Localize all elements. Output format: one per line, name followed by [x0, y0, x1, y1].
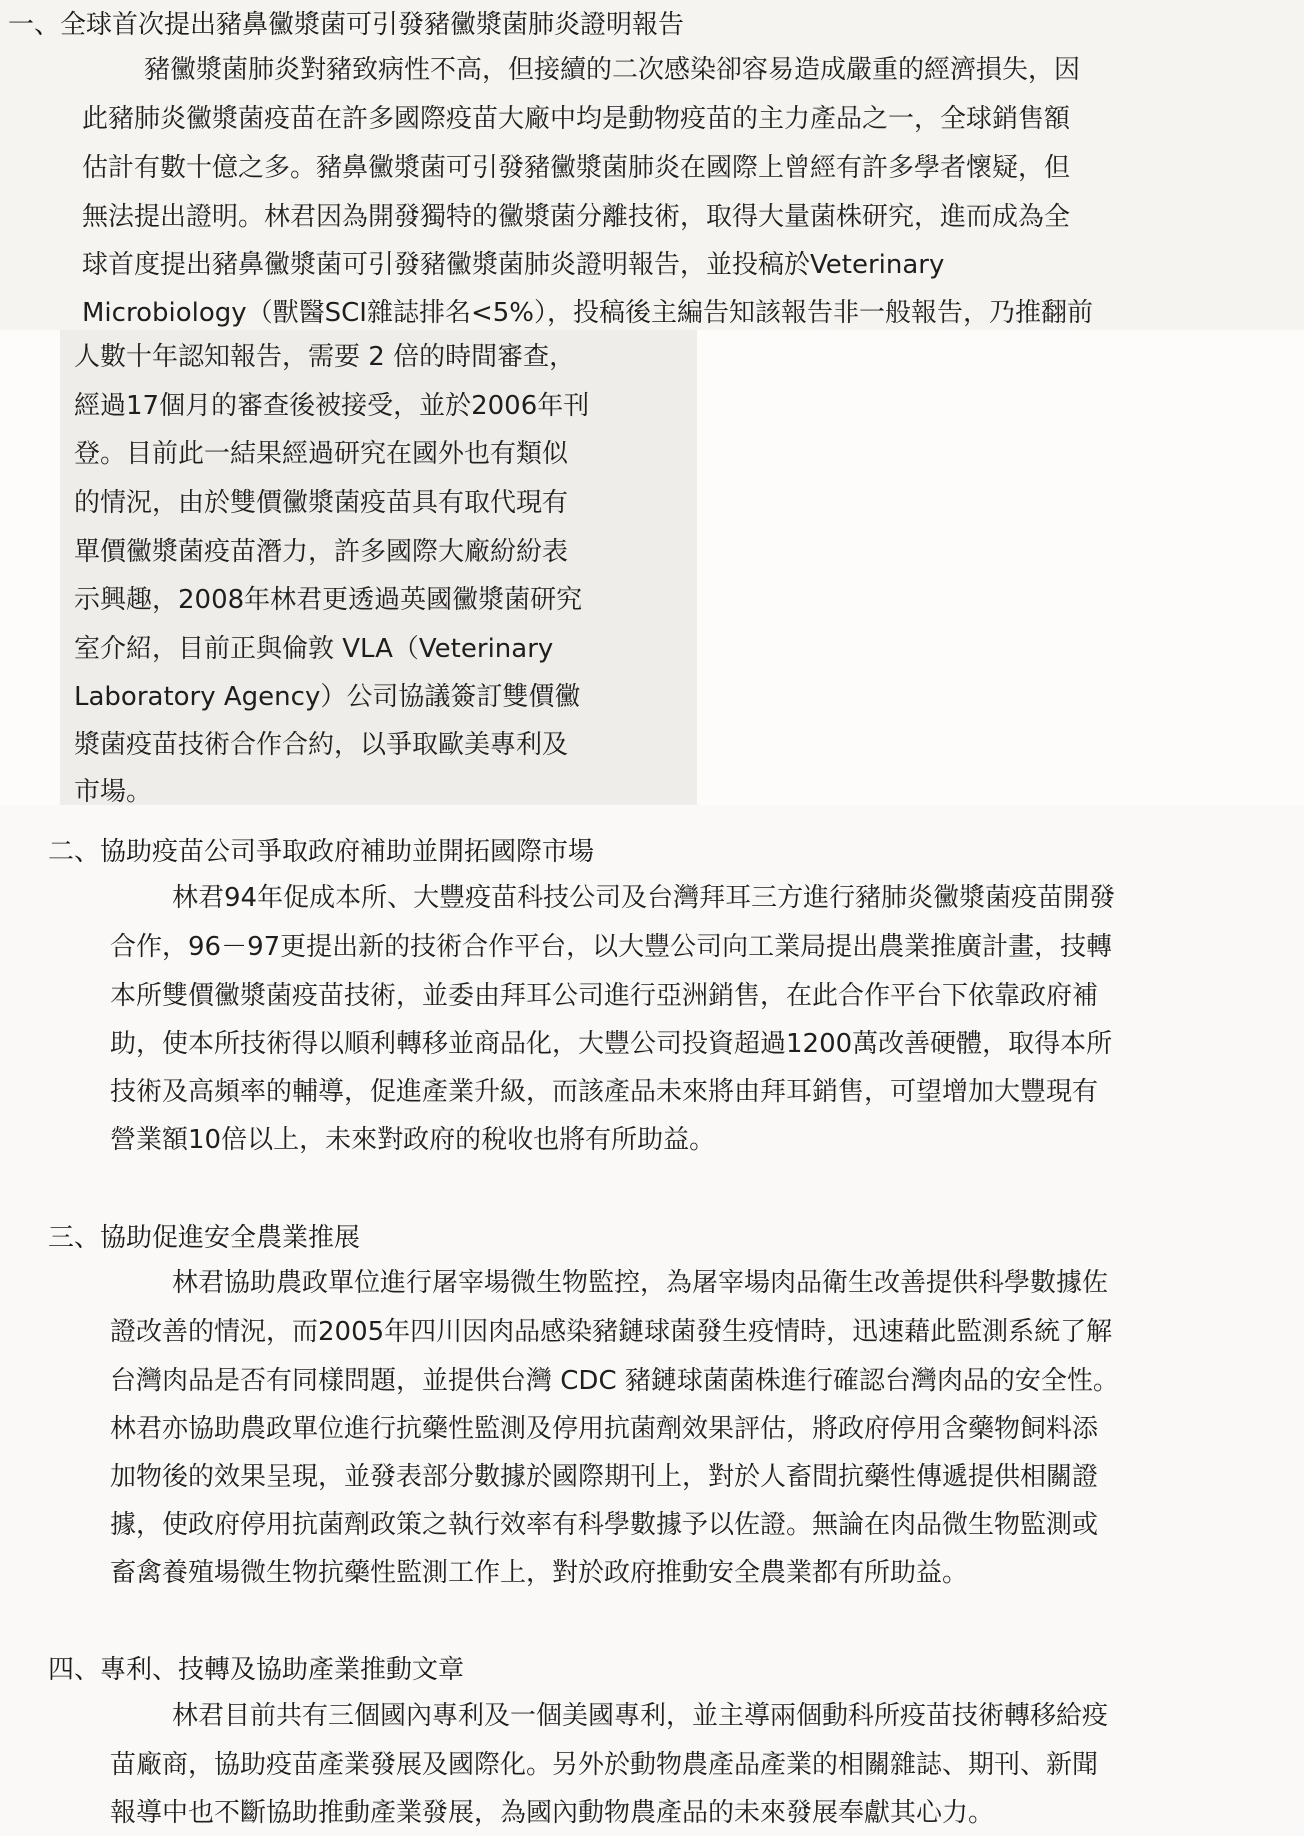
section-1-line-10: 的情況，由於雙價黴漿菌疫苗具有取代現有	[74, 488, 569, 518]
section-2-line-1: 林君94年促成本所、大豐疫苗科技公司及台灣拜耳三方進行豬肺炎黴漿菌疫苗開發	[172, 883, 1116, 913]
section-2-line-5: 技術及高頻率的輔導，促進產業升級，而該產品未來將由拜耳銷售，可望增加大豐現有	[110, 1077, 1099, 1107]
section-1-heading: 一、全球首次提出豬鼻黴漿菌可引發豬黴漿菌肺炎證明報告	[8, 10, 685, 40]
section-3-line-1: 林君協助農政單位進行屠宰場微生物監控，為屠宰場肉品衛生改善提供科學數據佐	[172, 1268, 1109, 1298]
section-3-line-2: 證改善的情況，而2005年四川因肉品感染豬鏈球菌發生疫情時，迅速藉此監測系統了解	[110, 1317, 1113, 1347]
section-1-line-2: 此豬肺炎黴漿菌疫苗在許多國際疫苗大廠中均是動物疫苗的主力產品之一，全球銷售額	[82, 104, 1071, 134]
section-3-line-3: 台灣肉品是否有同樣問題，並提供台灣 CDC 豬鏈球菌菌株進行確認台灣肉品的安全性。	[110, 1366, 1119, 1396]
section-3-heading: 三、協助促進安全農業推展	[48, 1223, 361, 1253]
section-1-line-3: 估計有數十億之多。豬鼻黴漿菌可引發豬黴漿菌肺炎在國際上曾經有許多學者懷疑，但	[82, 153, 1071, 183]
section-3-line-5: 加物後的效果呈現，並發表部分數據於國際期刊上，對於人畜間抗藥性傳遞提供相關證	[110, 1462, 1099, 1492]
section-1-line-15: 漿菌疫苗技術合作合約，以爭取歐美專利及	[74, 730, 569, 760]
section-3-line-4: 林君亦協助農政單位進行抗藥性監測及停用抗菌劑效果評估，將政府停用含藥物飼料添	[110, 1414, 1099, 1444]
section-3-line-6: 據，使政府停用抗菌劑政策之執行效率有科學數據予以佐證。無論在肉品微生物監測或	[110, 1510, 1099, 1540]
section-1-line-11: 單價黴漿菌疫苗潛力，許多國際大廠紛紛表	[74, 537, 569, 567]
section-2-line-4: 助，使本所技術得以順利轉移並商品化，大豐公司投資超過1200萬改善硬體，取得本所	[110, 1029, 1113, 1059]
section-2-heading: 二、協助疫苗公司爭取政府補助並開拓國際市場	[48, 837, 595, 867]
section-1-line-6: Microbiology（獸醫SCI雜誌排名<5%），投稿後主編告知該報告非一般報告，乃推翻前	[82, 298, 1093, 328]
section-1-line-8: 經過17個月的審查後被接受，並於2006年刊	[74, 391, 590, 421]
section-2-line-6: 營業額10倍以上，未來對政府的稅收也將有所助益。	[110, 1125, 716, 1155]
section-4-line-1: 林君目前共有三個國內專利及一個美國專利，並主導兩個動科所疫苗技術轉移給疫	[172, 1701, 1109, 1731]
section-4-heading: 四、專利、技轉及協助產業推動文章	[48, 1655, 465, 1685]
section-1-line-9: 登。目前此一結果經過研究在國外也有類似	[74, 439, 569, 469]
section-1-line-5: 球首度提出豬鼻黴漿菌可引發豬黴漿菌肺炎證明報告，並投稿於Veterinary	[82, 250, 945, 280]
section-1-line-14: Laboratory Agency）公司協議簽訂雙價黴	[74, 682, 581, 712]
section-4-line-2: 苗廠商，協助疫苗產業發展及國際化。另外於動物農產品產業的相關雜誌、期刊、新聞	[110, 1750, 1099, 1780]
section-1-line-13: 室介紹，目前正與倫敦 VLA（Veterinary	[74, 634, 554, 664]
section-1-line-1: 豬黴漿菌肺炎對豬致病性不高，但接續的二次感染卻容易造成嚴重的經濟損失，因	[144, 55, 1081, 85]
section-1-line-4: 無法提出證明。林君因為開發獨特的黴漿菌分離技術，取得大量菌株研究，進而成為全	[82, 202, 1071, 232]
section-2-line-2: 合作，96－97更提出新的技術合作平台，以大豐公司向工業局提出農業推廣計畫，技轉	[110, 932, 1113, 962]
section-2-line-3: 本所雙價黴漿菌疫苗技術，並委由拜耳公司進行亞洲銷售，在此合作平台下依靠政府補	[110, 981, 1099, 1011]
section-4-line-3: 報導中也不斷協助推動產業發展，為國內動物農產品的未來發展奉獻其心力。	[110, 1798, 995, 1828]
section-1-line-12: 示興趣，2008年林君更透過英國黴漿菌研究	[74, 585, 583, 615]
section-1-line-7: 人數十年認知報告，需要 2 倍的時間審查，	[74, 342, 576, 372]
section-1-line-16: 市場。	[74, 777, 153, 807]
section-3-line-7: 畜禽養殖場微生物抗藥性監測工作上，對於政府推動安全農業都有所助益。	[110, 1558, 969, 1588]
